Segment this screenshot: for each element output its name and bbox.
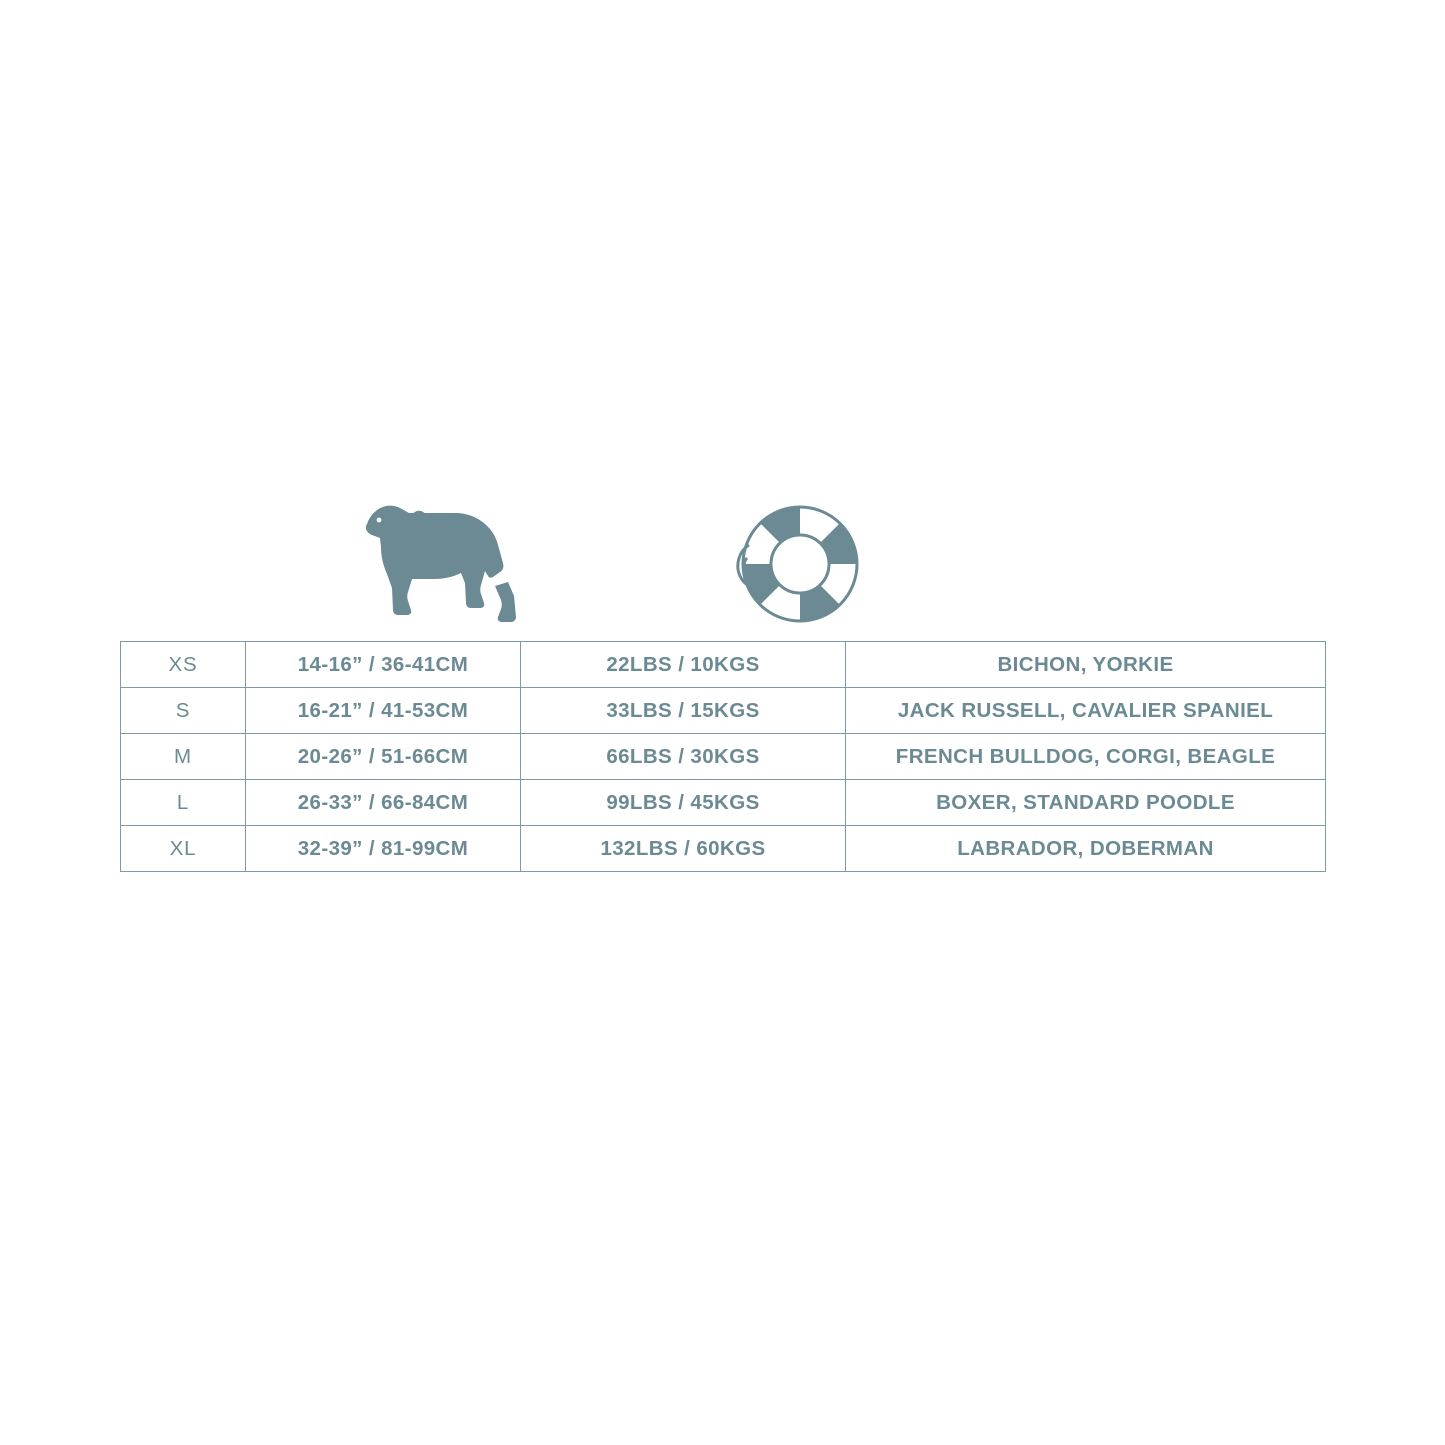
cell-neck: 32-39” / 81-99CM (246, 826, 521, 872)
cell-size: M (121, 734, 246, 780)
cell-weight: 33LBS / 15KGS (521, 688, 846, 734)
cell-neck: 26-33” / 66-84CM (246, 780, 521, 826)
table-row (121, 734, 1326, 780)
cell-size: XS (121, 642, 246, 688)
cell-size: S (121, 688, 246, 734)
cell-neck: 20-26” / 51-66CM (246, 734, 521, 780)
cell-breeds: LABRADOR, DOBERMAN (846, 826, 1326, 872)
cell-size: XL (121, 826, 246, 872)
table-row (121, 780, 1326, 826)
cell-weight: 66LBS / 30KGS (521, 734, 846, 780)
cell-breeds: BICHON, YORKIE (846, 642, 1326, 688)
table-row (121, 688, 1326, 734)
cell-neck: 14-16” / 36-41CM (246, 642, 521, 688)
cell-weight: 132LBS / 60KGS (521, 826, 846, 872)
cell-weight: 22LBS / 10KGS (521, 642, 846, 688)
table-row (121, 826, 1326, 872)
cell-size: L (121, 780, 246, 826)
icon-row (120, 480, 1325, 630)
cell-breeds: BOXER, STANDARD POODLE (846, 780, 1326, 826)
dog-neck-measure-icon (245, 480, 640, 630)
size-chart-table (120, 641, 1326, 872)
cell-breeds: JACK RUSSELL, CAVALIER SPANIEL (846, 688, 1326, 734)
cell-neck: 16-21” / 41-53CM (246, 688, 521, 734)
weight-life-ring-icon (640, 480, 960, 630)
cell-weight: 99LBS / 45KGS (521, 780, 846, 826)
table-row (121, 642, 1326, 688)
cell-breeds: FRENCH BULLDOG, CORGI, BEAGLE (846, 734, 1326, 780)
